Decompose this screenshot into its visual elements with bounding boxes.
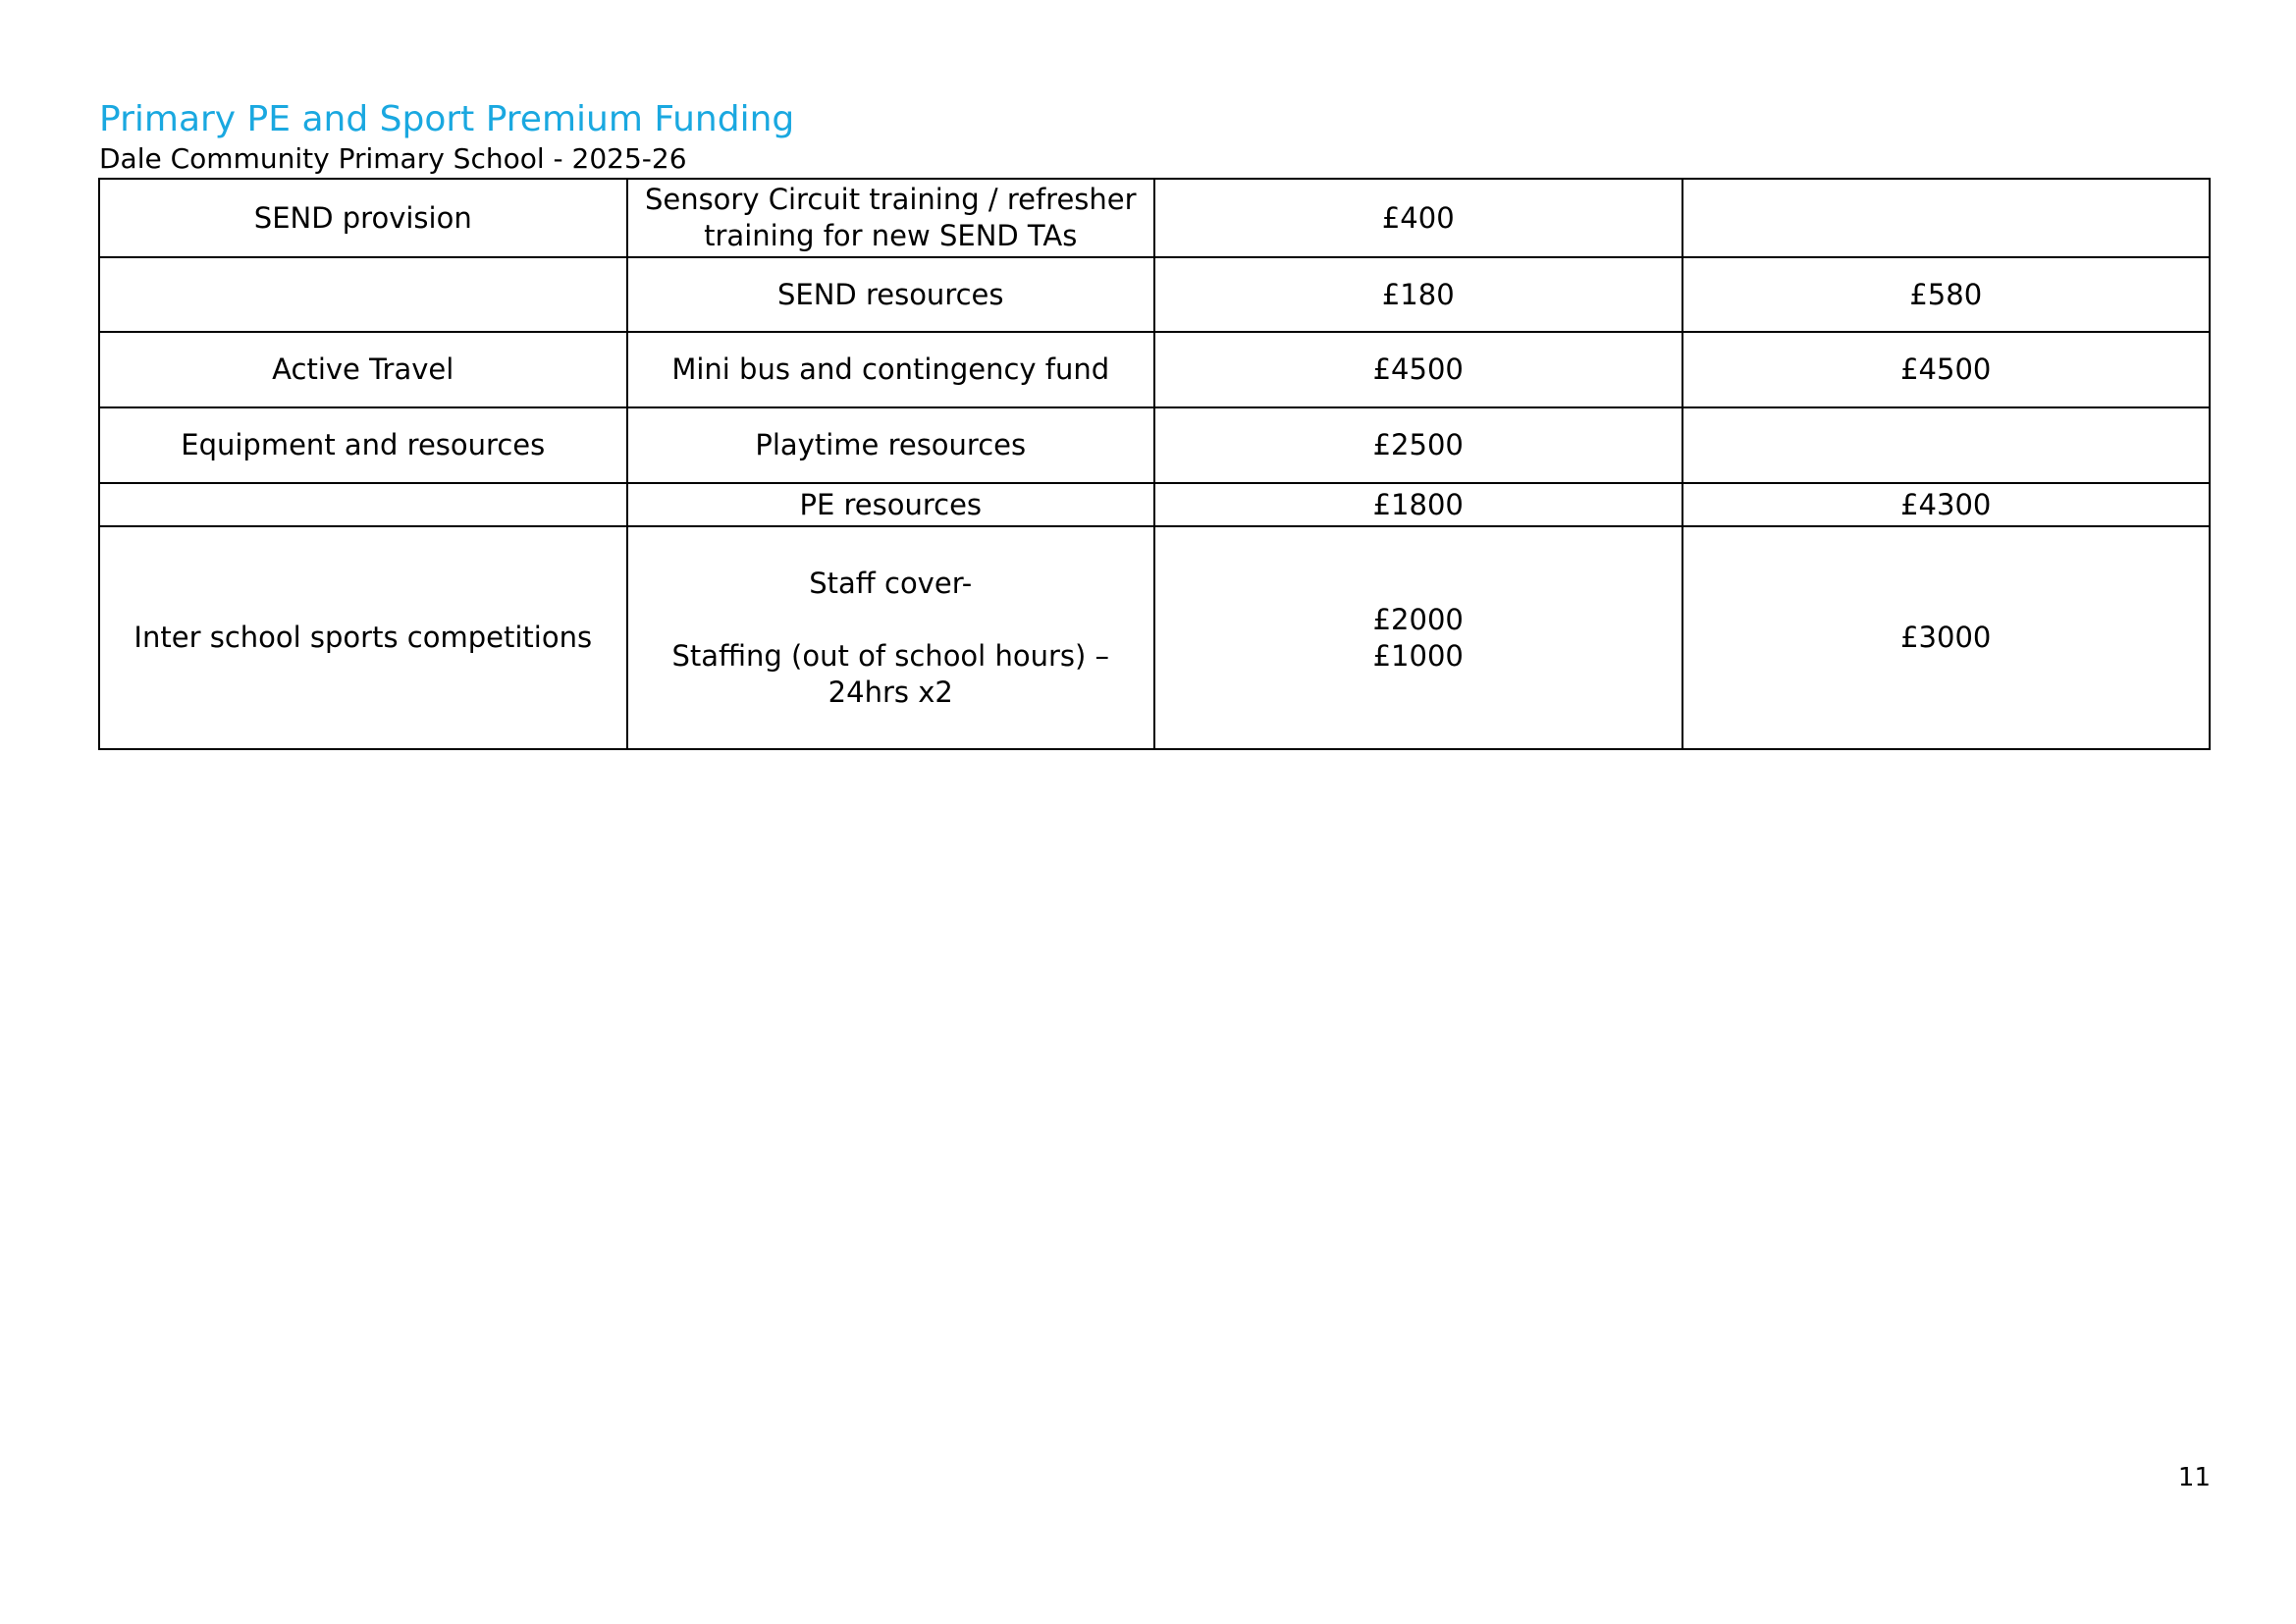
cost-cell: £2500: [1154, 407, 1682, 483]
total-cell: £4500: [1682, 332, 2211, 407]
cost-cell: £180: [1154, 257, 1682, 332]
table-row: [99, 407, 2210, 483]
area-cell: Active Travel: [99, 332, 627, 407]
table-row: [99, 332, 2210, 407]
cost-cell: [1154, 526, 1682, 749]
table-row: [99, 526, 2210, 749]
total-cell: £580: [1682, 257, 2211, 332]
school-subtitle: Dale Community Primary School - 2025-26: [99, 142, 687, 175]
cost-cell: £1800: [1154, 483, 1682, 526]
area-cell: [99, 483, 627, 526]
total-cell: [1682, 407, 2211, 483]
action-cell: Sensory Circuit training / refresher training for new SEND TAs: [627, 179, 1155, 257]
action-cell: PE resources: [627, 483, 1155, 526]
table-row: [99, 179, 2210, 257]
area-cell: [99, 257, 627, 332]
page-number: 11: [2177, 1463, 2211, 1492]
page-title: Primary PE and Sport Premium Funding: [99, 99, 795, 139]
funding-table: [98, 178, 2211, 750]
table-row: [99, 483, 2210, 526]
total-cell: [1682, 179, 2211, 257]
action-cell: Playtime resources: [627, 407, 1155, 483]
cost-line: £2000: [1372, 602, 1464, 636]
cost-cell: £4500: [1154, 332, 1682, 407]
table-row: [99, 257, 2210, 332]
action-cell: [627, 526, 1155, 749]
action-cell: SEND resources: [627, 257, 1155, 332]
total-cell: £4300: [1682, 483, 2211, 526]
action-line: Staffing (out of school hours) – 24hrs x2: [671, 638, 1110, 709]
area-cell: Equipment and resources: [99, 407, 627, 483]
cost-cell: £400: [1154, 179, 1682, 257]
area-cell: SEND provision: [99, 179, 627, 257]
action-cell: Mini bus and contingency fund: [627, 332, 1155, 407]
area-cell: Inter school sports competitions: [99, 526, 627, 749]
cost-line: £1000: [1372, 638, 1464, 673]
action-line: Staff cover-: [809, 566, 973, 600]
total-cell: £3000: [1682, 526, 2211, 749]
